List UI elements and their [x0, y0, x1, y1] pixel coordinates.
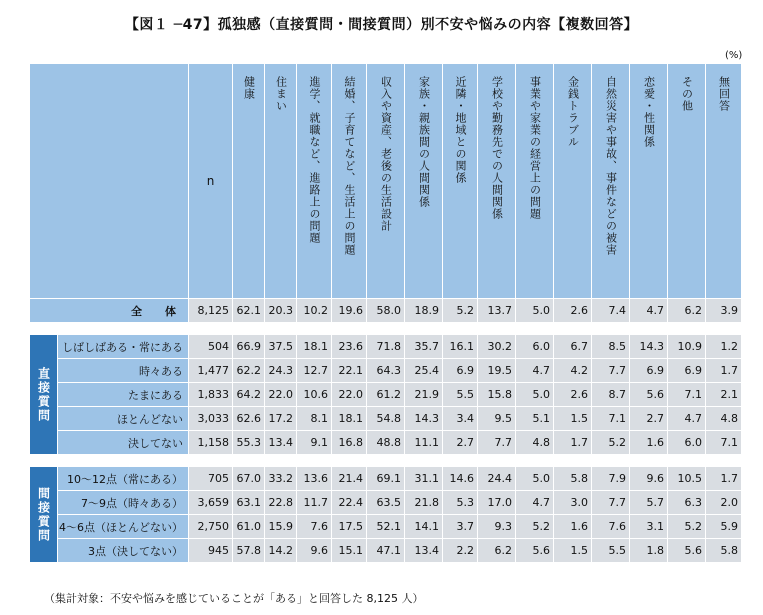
table-cell: 61.0	[233, 515, 265, 539]
table-cell: 3.4	[443, 407, 478, 431]
table-cell: 5.6	[668, 539, 706, 563]
header-col: 恋愛・性関係	[630, 64, 668, 299]
table-row	[30, 407, 742, 431]
table-cell: 1,158	[189, 431, 233, 455]
table-cell: 2.7	[630, 407, 668, 431]
table-cell: 22.0	[265, 383, 297, 407]
table-cell: 8.1	[297, 407, 332, 431]
header-col: 事業や家業の経営上の問題	[516, 64, 554, 299]
figure-title: 【図１ ─47】孤独感（直接質問・間接質問）別不安や悩みの内容【複数回答】	[124, 17, 639, 33]
table-cell: 8.7	[592, 383, 630, 407]
header-col: 家族・親族間の人間関係	[405, 64, 443, 299]
row-label: ほとんどない	[58, 407, 189, 431]
table-cell: 15.9	[265, 515, 297, 539]
table-cell: 52.1	[367, 515, 405, 539]
table-cell: 1.5	[554, 539, 592, 563]
indirect-group	[30, 467, 742, 563]
table-cell: 13.6	[297, 467, 332, 491]
table-cell: 24.4	[478, 467, 516, 491]
table-cell: 1.6	[554, 515, 592, 539]
table-cell: 5.2	[592, 431, 630, 455]
table-cell: 6.9	[630, 359, 668, 383]
table-cell: 30.2	[478, 335, 516, 359]
row-label: 時々ある	[58, 359, 189, 383]
total-row: 全 体 8,125 62.1 20.3 10.2 19.6 58.0 18.9 5.2 13.7 5.0 2.6 7.4 4.7 6.2 3.9	[30, 299, 742, 323]
table-cell: 71.8	[367, 335, 405, 359]
header-col: 住まい	[265, 64, 297, 299]
table-cell: 25.4	[405, 359, 443, 383]
row-label: 決してない	[58, 431, 189, 455]
table-cell: 7.7	[592, 491, 630, 515]
table-cell: 2.6	[554, 383, 592, 407]
header-col: 近隣・地域との関係	[443, 64, 478, 299]
table-cell: 17.5	[332, 515, 367, 539]
group-label: 間接質問	[30, 467, 58, 563]
table-cell: 6.2	[478, 539, 516, 563]
table-cell: 4.8	[516, 431, 554, 455]
table-cell: 5.1	[516, 407, 554, 431]
table-cell: 15.8	[478, 383, 516, 407]
table-cell: 1.5	[554, 407, 592, 431]
table-cell: 9.6	[630, 467, 668, 491]
table-row	[30, 539, 742, 563]
table-cell: 1,477	[189, 359, 233, 383]
data-table	[29, 63, 742, 563]
table-cell: 14.3	[630, 335, 668, 359]
table-cell: 1.7	[554, 431, 592, 455]
table-cell: 24.3	[265, 359, 297, 383]
table-cell: 6.9	[443, 359, 478, 383]
table-row	[30, 383, 742, 407]
header-col: 収入や資産、老後の生活設計	[367, 64, 405, 299]
table-cell: 48.8	[367, 431, 405, 455]
table-cell: 2.2	[443, 539, 478, 563]
row-label: 7～9点（時々ある）	[58, 491, 189, 515]
table-cell: 4.7	[668, 407, 706, 431]
row-label: 10～12点（常にある）	[58, 467, 189, 491]
table-cell: 55.3	[233, 431, 265, 455]
table-cell: 7.1	[592, 407, 630, 431]
table-cell: 35.7	[405, 335, 443, 359]
footnote: （集計対象：不安や悩みを感じていることが「ある」と回答した 8,125 人）	[44, 592, 424, 605]
row-label: しばしばある・常にある	[58, 335, 189, 359]
table-cell: 11.1	[405, 431, 443, 455]
table-cell: 63.5	[367, 491, 405, 515]
table-cell: 7.6	[297, 515, 332, 539]
table-row	[30, 491, 742, 515]
table-cell: 5.5	[443, 383, 478, 407]
table-cell: 6.7	[554, 335, 592, 359]
header-col: 進学、就職など、進路上の問題	[297, 64, 332, 299]
table-cell: 54.8	[367, 407, 405, 431]
table-cell: 1.7	[706, 359, 742, 383]
table-cell: 5.2	[668, 515, 706, 539]
table-cell: 6.0	[516, 335, 554, 359]
table-cell: 17.0	[478, 491, 516, 515]
table-cell: 16.1	[443, 335, 478, 359]
table-cell: 9.5	[478, 407, 516, 431]
table-cell: 5.8	[554, 467, 592, 491]
table-cell: 47.1	[367, 539, 405, 563]
table-cell: 5.0	[516, 383, 554, 407]
table-cell: 1,833	[189, 383, 233, 407]
table-cell: 21.8	[405, 491, 443, 515]
table-cell: 4.7	[516, 359, 554, 383]
table-cell: 5.2	[516, 515, 554, 539]
header-row	[30, 64, 742, 299]
table-cell: 504	[189, 335, 233, 359]
table-cell: 2.1	[706, 383, 742, 407]
table-cell: 10.9	[668, 335, 706, 359]
table-cell: 3.0	[554, 491, 592, 515]
table-cell: 1.2	[706, 335, 742, 359]
table-cell: 66.9	[233, 335, 265, 359]
row-label: たまにある	[58, 383, 189, 407]
table-cell: 62.2	[233, 359, 265, 383]
table-cell: 5.9	[706, 515, 742, 539]
table-cell: 945	[189, 539, 233, 563]
table-cell: 3,033	[189, 407, 233, 431]
table-cell: 7.1	[668, 383, 706, 407]
direct-group	[30, 335, 742, 455]
group-label: 直接質問	[30, 335, 58, 455]
table-cell: 18.1	[332, 407, 367, 431]
table-cell: 1.8	[630, 539, 668, 563]
table-cell: 1.7	[706, 467, 742, 491]
header-col: 結婚、子育てなど、生活上の問題	[332, 64, 367, 299]
table-row	[30, 431, 742, 455]
table-cell: 13.4	[405, 539, 443, 563]
table-cell: 14.2	[265, 539, 297, 563]
table-cell: 23.6	[332, 335, 367, 359]
table-cell: 63.1	[233, 491, 265, 515]
table-cell: 33.2	[265, 467, 297, 491]
header-col: 自然災害や事故、事件などの被害	[592, 64, 630, 299]
header-col: 学校や勤務先での人間関係	[478, 64, 516, 299]
unit-label: (%)	[725, 50, 743, 61]
table-row	[30, 359, 742, 383]
table-cell: 10.5	[668, 467, 706, 491]
header-n: n	[189, 64, 233, 299]
table-cell: 17.2	[265, 407, 297, 431]
table-cell: 6.3	[668, 491, 706, 515]
table-cell: 69.1	[367, 467, 405, 491]
table-cell: 4.2	[554, 359, 592, 383]
table-cell: 15.1	[332, 539, 367, 563]
table-cell: 7.7	[592, 359, 630, 383]
table-cell: 16.8	[332, 431, 367, 455]
table-cell: 31.1	[405, 467, 443, 491]
table-cell: 705	[189, 467, 233, 491]
table-cell: 11.7	[297, 491, 332, 515]
table-cell: 8.5	[592, 335, 630, 359]
table-cell: 14.1	[405, 515, 443, 539]
table-cell: 14.6	[443, 467, 478, 491]
table-cell: 4.7	[516, 491, 554, 515]
table-row	[30, 515, 742, 539]
table-cell: 2.0	[706, 491, 742, 515]
table-cell: 4.8	[706, 407, 742, 431]
table-cell: 1.6	[630, 431, 668, 455]
table-cell: 5.8	[706, 539, 742, 563]
table-cell: 22.8	[265, 491, 297, 515]
table-cell: 3.1	[630, 515, 668, 539]
table-cell: 9.1	[297, 431, 332, 455]
table-cell: 12.7	[297, 359, 332, 383]
table-cell: 22.0	[332, 383, 367, 407]
table-cell: 2.7	[443, 431, 478, 455]
table-cell: 5.0	[516, 467, 554, 491]
table-cell: 5.6	[516, 539, 554, 563]
table-cell: 37.5	[265, 335, 297, 359]
table-cell: 18.1	[297, 335, 332, 359]
header-col: 金銭トラブル	[554, 64, 592, 299]
table-cell: 9.3	[478, 515, 516, 539]
table-cell: 5.3	[443, 491, 478, 515]
table-row	[30, 335, 742, 359]
header-col: その他	[668, 64, 706, 299]
table-cell: 9.6	[297, 539, 332, 563]
table-cell: 57.8	[233, 539, 265, 563]
table-cell: 21.9	[405, 383, 443, 407]
header-corner	[30, 64, 189, 299]
table-cell: 3,659	[189, 491, 233, 515]
table-cell: 10.6	[297, 383, 332, 407]
table-cell: 67.0	[233, 467, 265, 491]
header-col: 健康	[233, 64, 265, 299]
table-cell: 13.4	[265, 431, 297, 455]
table-cell: 61.2	[367, 383, 405, 407]
table-cell: 22.1	[332, 359, 367, 383]
table-row	[30, 467, 742, 491]
table-cell: 19.5	[478, 359, 516, 383]
table-cell: 7.9	[592, 467, 630, 491]
header-col: 無回答	[706, 64, 742, 299]
table-cell: 64.2	[233, 383, 265, 407]
table-cell: 21.4	[332, 467, 367, 491]
table-cell: 6.9	[668, 359, 706, 383]
table-cell: 64.3	[367, 359, 405, 383]
table-cell: 7.1	[706, 431, 742, 455]
table-cell: 5.7	[630, 491, 668, 515]
table-cell: 22.4	[332, 491, 367, 515]
table-cell: 14.3	[405, 407, 443, 431]
table-cell: 7.7	[478, 431, 516, 455]
row-label: 3点（決してない）	[58, 539, 189, 563]
total-label: 全 体	[30, 299, 189, 323]
table-cell: 7.6	[592, 515, 630, 539]
row-label: 4～6点（ほとんどない）	[58, 515, 189, 539]
table-cell: 62.6	[233, 407, 265, 431]
table-cell: 5.5	[592, 539, 630, 563]
table-cell: 2,750	[189, 515, 233, 539]
table-cell: 3.7	[443, 515, 478, 539]
table-cell: 6.0	[668, 431, 706, 455]
table-cell: 5.6	[630, 383, 668, 407]
